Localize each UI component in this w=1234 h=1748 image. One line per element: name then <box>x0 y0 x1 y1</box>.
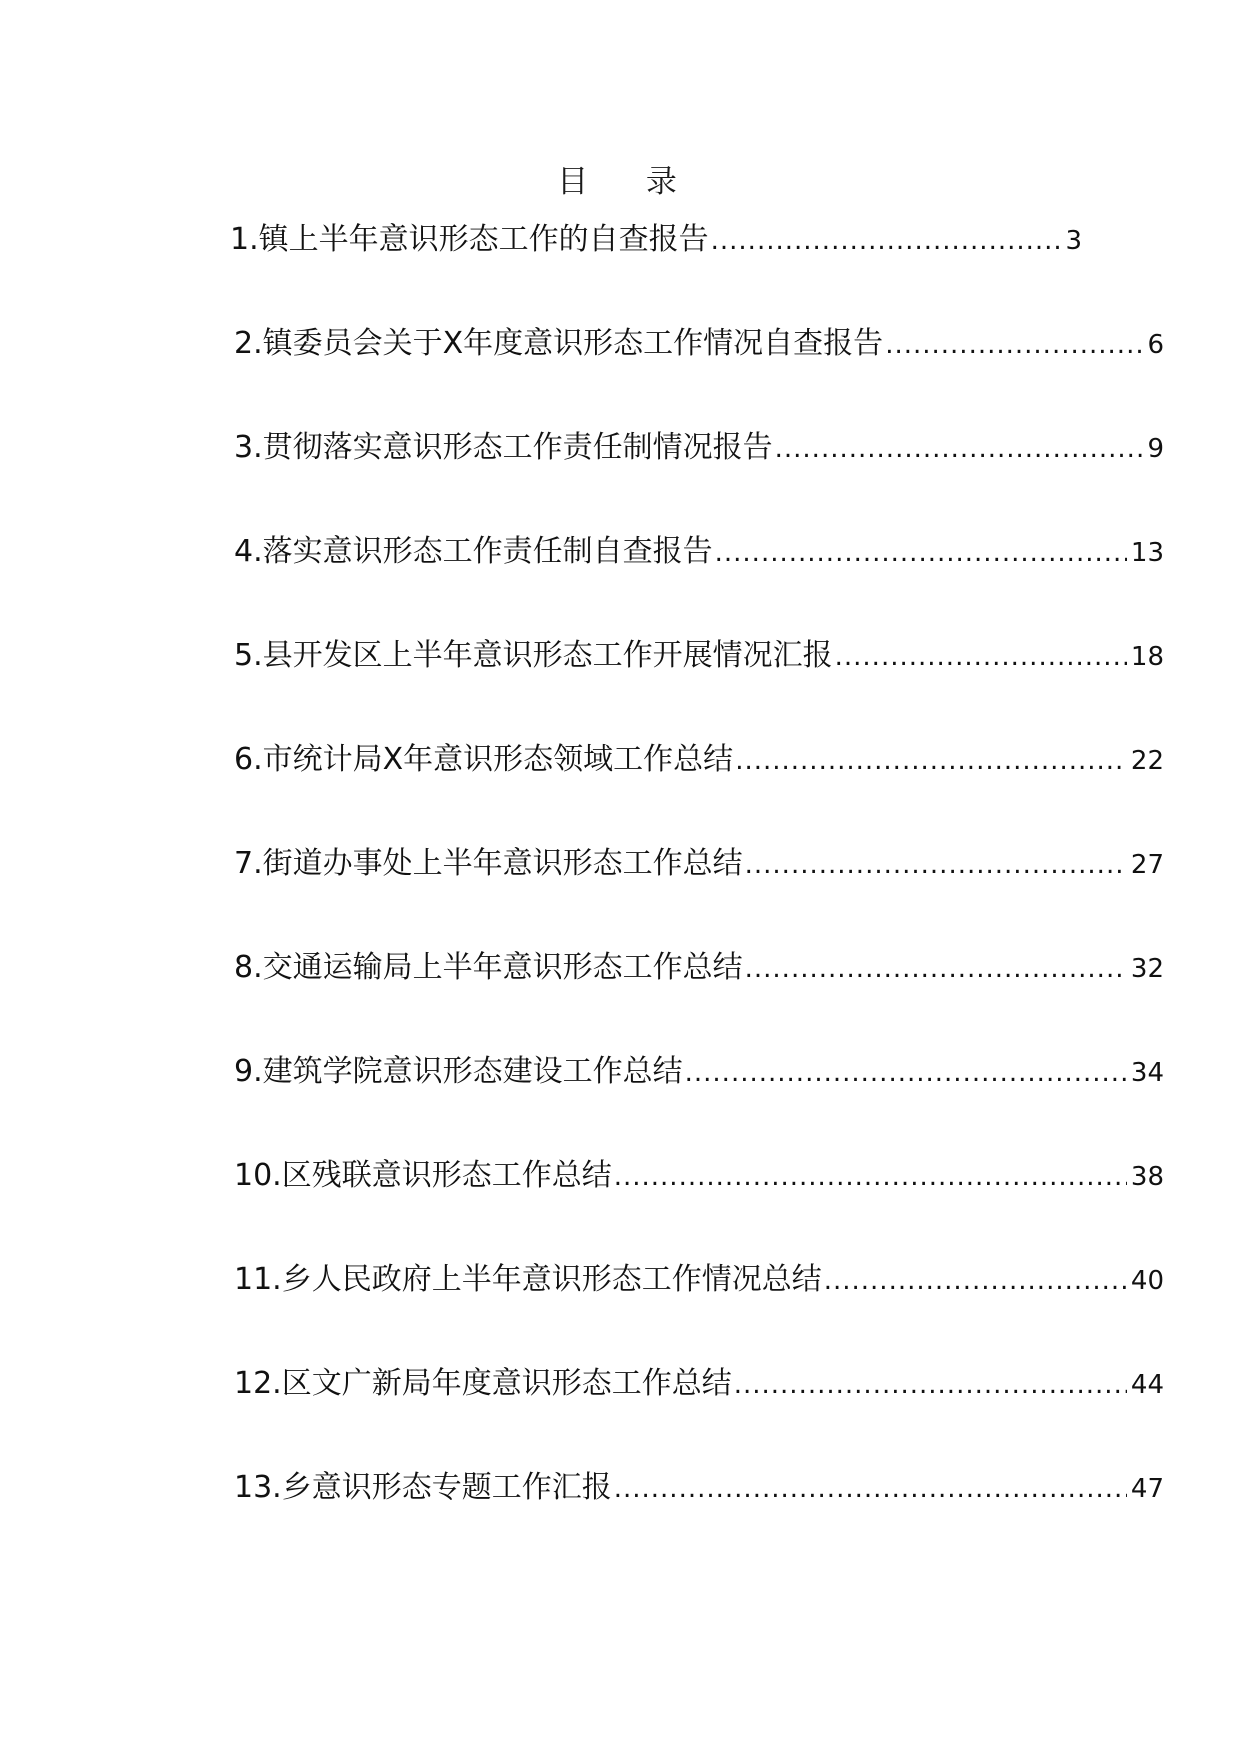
toc-entry-page: 27 <box>1130 850 1164 880</box>
toc-leader-dots <box>824 1259 1127 1303</box>
toc-entry-page: 44 <box>1130 1370 1164 1400</box>
toc-leader-dots <box>734 1363 1127 1407</box>
toc-entry-page: 9 <box>1147 434 1164 464</box>
toc-entry[interactable] <box>230 218 1082 322</box>
toc-entry-title: 3.贯彻落实意识形态工作责任制情况报告 <box>234 430 773 465</box>
toc-leader-dots <box>715 531 1127 575</box>
toc-leader-dots <box>885 323 1143 367</box>
toc-entry[interactable] <box>234 946 1164 1050</box>
toc-entry-title: 6.市统计局X年意识形态领域工作总结 <box>234 742 734 777</box>
toc-leader-dots <box>735 739 1127 783</box>
toc-entry-title: 9.建筑学院意识形态建设工作总结 <box>234 1054 683 1089</box>
toc-entry-page: 22 <box>1130 746 1164 776</box>
toc-entry-title: 12.区文广新局年度意识形态工作总结 <box>234 1366 732 1401</box>
toc-entry-title: 2.镇委员会关于X年度意识形态工作情况自查报告 <box>234 326 884 361</box>
toc-entry-page: 32 <box>1130 954 1164 984</box>
toc-leader-dots <box>711 219 1062 263</box>
toc-entry-page: 47 <box>1130 1474 1164 1504</box>
toc-entry[interactable] <box>234 322 1164 426</box>
toc-entry[interactable] <box>234 530 1164 634</box>
toc-leader-dots <box>835 635 1127 679</box>
toc-entry-title: 11.乡人民政府上半年意识形态工作情况总结 <box>234 1262 822 1297</box>
toc-entry-page: 13 <box>1130 538 1164 568</box>
toc-entry-title: 4.落实意识形态工作责任制自查报告 <box>234 534 713 569</box>
toc-entry-title: 10.区残联意识形态工作总结 <box>234 1158 612 1193</box>
toc-entry-page: 3 <box>1065 226 1082 256</box>
toc-entry-page: 34 <box>1130 1058 1164 1088</box>
toc-entry-page: 40 <box>1130 1266 1164 1296</box>
toc-entry[interactable] <box>234 426 1164 530</box>
toc-entry-title: 7.街道办事处上半年意识形态工作总结 <box>234 846 743 881</box>
toc-leader-dots <box>775 427 1144 471</box>
toc-leader-dots <box>614 1155 1127 1199</box>
toc-entry[interactable] <box>234 1154 1164 1258</box>
toc-entry-page: 18 <box>1130 642 1164 672</box>
toc-entry[interactable] <box>234 1466 1164 1570</box>
toc-title: 目 录 <box>557 164 701 200</box>
toc-entry[interactable] <box>234 634 1164 738</box>
toc-entry[interactable] <box>234 738 1164 842</box>
toc-leader-dots <box>745 947 1127 991</box>
toc-entry-title: 1.镇上半年意识形态工作的自查报告 <box>230 222 709 257</box>
toc-entry[interactable] <box>234 1362 1164 1466</box>
toc-entry-page: 6 <box>1147 330 1164 360</box>
toc-leader-dots <box>745 843 1127 887</box>
toc-leader-dots <box>685 1051 1127 1095</box>
toc-entry-page: 38 <box>1130 1162 1164 1192</box>
toc-entry-title: 5.县开发区上半年意识形态工作开展情况汇报 <box>234 638 833 673</box>
toc-list <box>230 218 1164 1570</box>
toc-leader-dots <box>614 1467 1127 1511</box>
toc-entry[interactable] <box>234 842 1164 946</box>
toc-entry-title: 13.乡意识形态专题工作汇报 <box>234 1470 612 1505</box>
toc-entry[interactable] <box>234 1050 1164 1154</box>
toc-entry-title: 8.交通运输局上半年意识形态工作总结 <box>234 950 743 985</box>
toc-entry[interactable] <box>234 1258 1164 1362</box>
